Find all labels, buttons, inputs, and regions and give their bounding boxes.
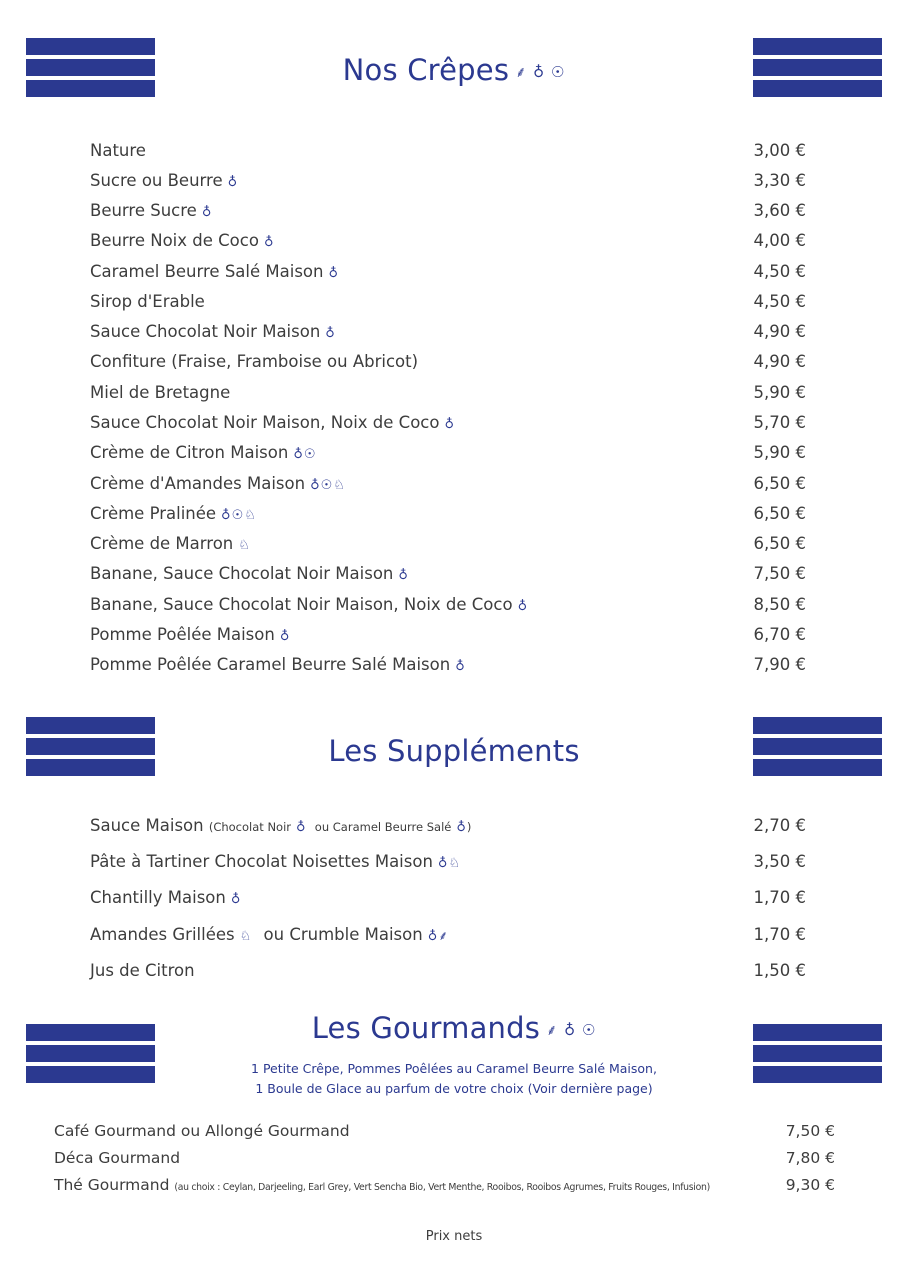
item-price: 7,80 € <box>785 1149 835 1167</box>
gourmands-subtitle-line-2: 1 Boule de Glace au parfum de votre choix (Voir dernière page) <box>255 1081 653 1096</box>
item-price: 4,50 € <box>753 262 806 281</box>
item-name: Banane, Sauce Chocolat Noir Maison <box>90 564 394 583</box>
item-detail: ou Caramel Beurre Salé <box>314 820 452 834</box>
allergen-icon: ♁ <box>517 599 529 614</box>
item-price: 1,50 € <box>753 961 806 980</box>
supplements-title <box>0 734 908 768</box>
supplements-title-text: Les Suppléments <box>328 734 580 768</box>
allergen-icon: ♁☉♘ <box>310 478 346 493</box>
item-price: 6,50 € <box>753 474 806 493</box>
item-price: 8,50 € <box>753 595 806 614</box>
allergen-icon: ♁ <box>328 266 339 281</box>
item-name: Sauce Chocolat Noir Maison <box>90 322 321 341</box>
item-name: Pâte à Tartiner Chocolat Noisettes Maison <box>90 852 433 871</box>
item-detail: ) <box>466 820 472 834</box>
item-price: 7,50 € <box>753 564 806 583</box>
crepes-title-text: Nos Crêpes <box>342 53 510 87</box>
allergen-icon: ♘ <box>239 929 253 944</box>
allergen-icon: ♁ <box>398 568 409 583</box>
item-name: Amandes Grillées <box>90 925 235 944</box>
gourmands-title-text: Les Gourmands <box>311 1011 541 1045</box>
item-name: Crème de Citron Maison <box>90 443 289 462</box>
item-price: 7,50 € <box>785 1122 835 1140</box>
item-price: 2,70 € <box>753 816 806 835</box>
allergen-icon: ♁☉ <box>293 447 317 462</box>
allergen-icon: ♘ <box>238 538 251 553</box>
item-price: 3,50 € <box>753 852 806 871</box>
item-name: Crème d'Amandes Maison <box>90 474 306 493</box>
item-name: Déca Gourmand <box>54 1149 181 1167</box>
item-name: Café Gourmand ou Allongé Gourmand <box>54 1122 350 1140</box>
item-name-b: ou Crumble Maison <box>263 925 423 944</box>
item-name: Caramel Beurre Salé Maison <box>90 262 324 281</box>
item-name: Pomme Poêlée Caramel Beurre Salé Maison <box>90 655 451 674</box>
item-name: Confiture (Fraise, Framboise ou Abricot) <box>90 352 419 371</box>
item-name: Sirop d'Erable <box>90 292 205 311</box>
gourmands-title <box>0 1011 908 1045</box>
item-price: 6,70 € <box>753 625 806 644</box>
item-name: Banane, Sauce Chocolat Noir Maison, Noix de Coco <box>90 595 513 614</box>
allergen-icon: ♁ <box>455 659 466 674</box>
item-price: 1,70 € <box>753 888 806 907</box>
item-price: 7,90 € <box>753 655 806 674</box>
allergen-icon: ♁ <box>230 892 242 907</box>
allergen-icons: ⸙ ♁ ☉ <box>546 1021 597 1039</box>
item-name: Sauce Maison <box>90 816 204 835</box>
allergen-icon: ♁ <box>201 205 213 220</box>
item-price: 3,00 € <box>753 141 806 160</box>
item-name: Thé Gourmand <box>54 1176 170 1194</box>
item-price: 4,50 € <box>753 292 806 311</box>
item-price: 4,90 € <box>753 352 806 371</box>
item-price: 6,50 € <box>753 534 806 553</box>
item-name: Pomme Poêlée Maison <box>90 625 275 644</box>
item-price: 4,00 € <box>753 231 806 250</box>
allergen-icon: ♁ <box>456 820 467 835</box>
allergen-icon: ♁ <box>263 235 275 250</box>
item-name: Miel de Bretagne <box>90 383 231 402</box>
allergen-icon: ♁♘ <box>437 856 462 871</box>
item-detail: (au choix : Ceylan, Darjeeling, Earl Grey, Vert Sencha Bio, Vert Menthe, Rooibos, Rooibos Agrumes, Fruits Rouges, Infusion) <box>174 1182 710 1193</box>
allergen-icon: ♁ <box>279 629 291 644</box>
item-name: Crème de Marron <box>90 534 234 553</box>
allergen-icon: ♁☉♘ <box>221 508 257 523</box>
item-price: 5,90 € <box>753 383 806 402</box>
item-name: Beurre Sucre <box>90 201 197 220</box>
allergen-icons: ⸙ ♁ ☉ <box>515 63 566 81</box>
gourmands-subtitle <box>0 1059 908 1099</box>
allergen-icon: ♁⸙ <box>427 929 449 944</box>
item-name: Crème Pralinée <box>90 504 217 523</box>
footer-note: Prix nets <box>425 1229 483 1244</box>
allergen-icon: ♁ <box>296 820 307 835</box>
item-name: Jus de Citron <box>90 961 195 980</box>
gourmands-subtitle-line-1: 1 Petite Crêpe, Pommes Poêlées au Caramel Beurre Salé Maison, <box>251 1061 657 1076</box>
allergen-icon: ♁ <box>444 417 455 432</box>
item-price: 1,70 € <box>753 925 806 944</box>
item-name: Sucre ou Beurre <box>90 171 223 190</box>
item-price: 4,90 € <box>753 322 806 341</box>
item-price: 3,60 € <box>753 201 806 220</box>
item-detail: (Chocolat Noir <box>208 820 292 834</box>
item-price: 9,30 € <box>785 1176 835 1194</box>
allergen-icon: ♁ <box>227 175 239 190</box>
allergen-icon: ♁ <box>325 326 336 341</box>
item-price: 5,90 € <box>753 443 806 462</box>
item-name: Beurre Noix de Coco <box>90 231 259 250</box>
item-name: Sauce Chocolat Noir Maison, Noix de Coco <box>90 413 440 432</box>
item-price: 5,70 € <box>753 413 806 432</box>
crepes-title <box>0 53 908 87</box>
item-name: Chantilly Maison <box>90 888 226 907</box>
item-price: 6,50 € <box>753 504 806 523</box>
item-name: Nature <box>90 141 146 160</box>
item-price: 3,30 € <box>753 171 806 190</box>
